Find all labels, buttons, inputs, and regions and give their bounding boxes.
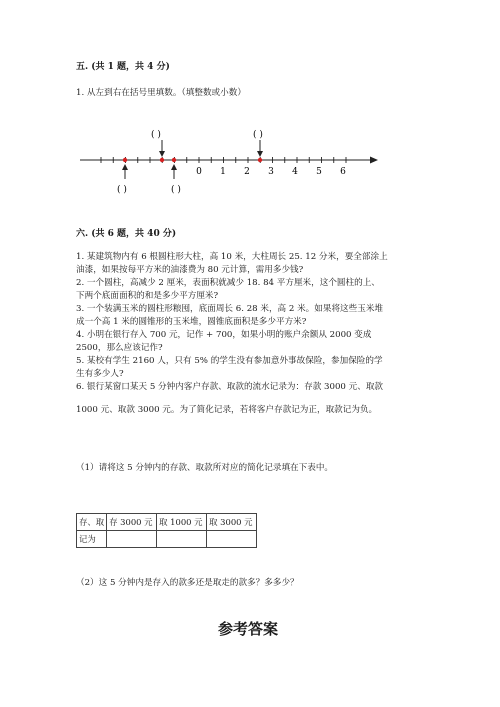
bottom-bracket-1: ( ) [117,185,127,195]
up-arrow-right [171,164,177,179]
question-6-line: 下两个底面面积的和是多少平方厘米? [76,291,219,301]
red-point-4 [258,158,262,162]
question-6-line: 3. 一个装满玉米的圆柱形粮囤，底面周长 6. 28 米，高 2 米。如果将这些玉米堆 [76,304,384,314]
table-row [77,514,257,531]
question-6-line: 4. 小明在银行存入 700 元，记作 + 700，如果小明的账户余额从 2000 变成 [76,330,372,340]
top-bracket-1: ( ) [151,130,161,140]
tick-label-6: 6 [340,167,346,177]
down-arrow-right [257,140,263,157]
tick-label-3: 3 [268,167,274,177]
table-answer-cell[interactable] [157,531,207,548]
table-header-cell: 取 1000 元 [157,514,207,531]
tick-label-5: 5 [316,167,322,177]
red-point-2 [160,158,164,162]
up-arrow-left [122,164,128,179]
answers-title: 参考答案 [218,620,279,638]
tick-label-2: 2 [244,167,250,177]
down-arrow-left [159,140,165,157]
record-table [76,513,257,548]
bottom-bracket-2: ( ) [171,185,181,195]
tick-label-0: 0 [196,167,202,177]
tick-label-1: 1 [220,167,226,177]
table-row [77,531,257,548]
table-answer-cell[interactable] [207,531,257,548]
question-6-line: 5. 某校有学生 2160 人，只有 5% 的学生没有参加意外事故保险，参加保险的学 [76,356,383,366]
table-header-cell: 取 3000 元 [207,514,257,531]
table-answer-cell[interactable] [107,531,157,548]
question-6-line: 2500，那么应该记作? [76,343,163,353]
question-5-1: 1. 从左到右在括号里填数。（填整数或小数） [76,88,246,98]
tick-labels [196,167,346,177]
subquestion-1: （1）请将这 5 分钟内的存款、取款所对应的简化记录填在下表中。 [76,463,334,473]
question-6-line: 生有多少人? [76,369,124,379]
question-6-line: 1000 元、取款 3000 元。为了简化记录，若将客户存款记为正，取款记为负。 [76,405,378,415]
question-6-line: 2. 一个圆柱，高减少 2 厘米，表面积就减少 18. 84 平方厘米，这个圆柱的上、 [76,278,380,288]
section6-heading: 六. (共 6 题，共 40 分) [76,229,177,239]
question-6-line: 6. 银行某窗口某天 5 分钟内客户存款、取款的流水记录为：存款 3000 元、取款 [76,382,384,392]
number-line-arrowhead [370,157,378,164]
question-6-line: 成一个高 1 米的圆锥形的玉米堆，圆锥底面积是多少平方米? [76,317,307,327]
section5-heading: 五. (共 1 题，共 4 分) [76,62,170,72]
red-point-3 [172,158,176,162]
number-line-figure [76,120,386,200]
tick-label-4: 4 [292,167,298,177]
question-6-line: 油漆，如果按每平方米的油漆费为 80 元计算，需用多少钱? [76,265,304,275]
table-header-cell: 存 3000 元 [107,514,157,531]
question-6-line: 1. 某建筑物内有 6 根圆柱形大柱，高 10 米，大柱周长 25. 12 分米，要全部涂上 [76,252,388,262]
table-row-label: 记为 [77,531,107,548]
top-bracket-2: ( ) [253,130,263,140]
subquestion-2: （2）这 5 分钟内是存入的款多还是取走的款多？多多少？ [76,578,299,588]
table-header-cell: 存、取 [77,514,107,531]
red-point-1 [123,158,127,162]
